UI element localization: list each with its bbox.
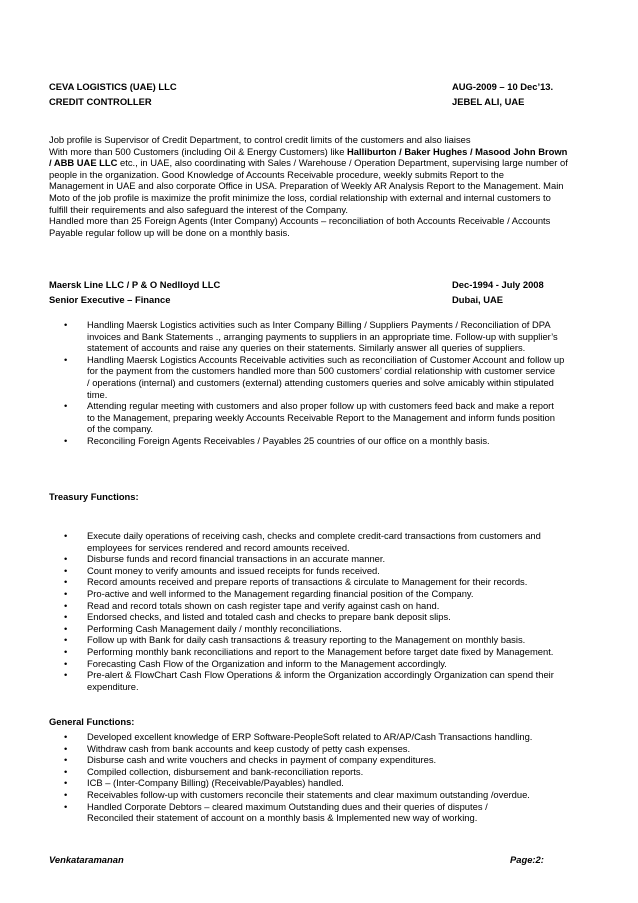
bullet-icon: • <box>64 669 68 681</box>
list-item: • Count money to verify amounts and issued receipts for funds received. <box>64 564 380 576</box>
bullet-icon: • <box>64 353 68 365</box>
bullet-icon: • <box>64 587 68 599</box>
list-item: • Read and record totals shown on cash register tape and verify against cash on hand. <box>64 599 440 611</box>
list-item: • Developed excellent knowledge of ERP Software-PeopleSoft related to AR/AP/Cash Transactions handling. <box>64 731 533 742</box>
ceva-dates: AUG-2009 – 10 Dec’13. <box>452 81 554 92</box>
list-item: • Compiled collection, disbursement and bank-reconciliation reports. <box>64 765 364 777</box>
bullet-icon: • <box>64 530 68 541</box>
list-item: • Reconciling Foreign Agents Receivables / Payables 25 countries of our office on a monthly basis. <box>64 434 490 446</box>
bullet-icon: • <box>64 777 68 789</box>
bullet-icon: • <box>64 576 68 588</box>
bullet-icon: • <box>64 731 68 742</box>
maersk-duties-list <box>60 319 595 447</box>
ceva-description: Job profile is Supervisor of Credit Department, to control credit limits of the customers and also liaises With more than 500 Customers (including Oil & Energy Customers) like Halliburton / Baker Hughes / Masood John Brown / ABB UAE LLC etc., in UAE, also coordinating with Sales / Warehouse / Operation Department, supervising large number of people in the organization. Good Knowledge of Accounts Receivable procedure, weekly submits Report to the Management in UAE and also corporate Office in USA. Preparation of Weekly AR Analysis Report to the Management. Main Moto of the job profile is maximize the profit minimize the loss, cordial relationship with external and internal customers to fulfill their requirements and also safeguard the interest of the Company. Handled more than 25 Foreign Agents (Inter Company) Accounts – reconciliation of both Accounts Receivable / Accounts Payable regular follow up will be done on a monthly basis. <box>49 134 568 238</box>
list-item: • Handling Maersk Logistics activities such as Inter Company Billing / Suppliers Payments / Reconciliation of DPA invoices and Bank Statements ., arranging payments to suppliers in an appropriate time. Follow-up with supplier’s statement of accounts and raise any queries on their statements. Similarly answer all queries of suppliers. <box>64 319 558 354</box>
bullet-icon: • <box>64 434 68 446</box>
list-item: • Performing monthly bank reconciliations and report to the Management before target date fixed by Management. <box>64 645 554 657</box>
bullet-icon: • <box>64 400 68 412</box>
list-item: • Pro-active and well informed to the Management regarding financial position of the Company. <box>64 587 474 599</box>
bullet-icon: • <box>64 634 68 646</box>
bullet-icon: • <box>64 553 68 565</box>
general-heading: General Functions: <box>49 716 135 727</box>
maersk-title: Senior Executive – Finance <box>49 294 171 305</box>
list-item: • Endorsed checks, and listed and totaled cash and checks to prepare bank deposit slips. <box>64 611 451 623</box>
maersk-location: Dubai, UAE <box>452 294 504 305</box>
treasury-heading: Treasury Functions: <box>49 491 139 502</box>
ceva-title: CREDIT CONTROLLER <box>49 96 152 107</box>
bullet-icon: • <box>64 564 68 576</box>
bullet-icon: • <box>64 599 68 611</box>
list-item: • Withdraw cash from bank accounts and keep custody of petty cash expenses. <box>64 742 411 754</box>
bullet-icon: • <box>64 754 68 766</box>
bullet-icon: • <box>64 319 68 330</box>
list-item: • Performing Cash Management daily / monthly reconciliations. <box>64 622 342 634</box>
bullet-icon: • <box>64 622 68 634</box>
list-item: • Disburse funds and record financial transactions in an accurate manner. <box>64 553 386 565</box>
list-item: • Follow up with Bank for daily cash transactions & treasury reporting to the Management on monthly basis. <box>64 634 526 646</box>
list-item: • Receivables follow-up with customers reconcile their statements and clear maximum outstanding /overdue. <box>64 788 530 800</box>
list-item: • Handling Maersk Logistics Accounts Receivable activities such as reconciliation of Customer Account and follow up for the payment from the customers handled more than 500 customers’ cordial relationship with customer service / operations (internal) and customers (external) attending customers queries and solve amicably within stipulated time. <box>64 353 565 400</box>
bullet-icon: • <box>64 645 68 657</box>
maersk-company: Maersk Line LLC / P & O Nedlloyd LLC <box>49 279 221 290</box>
maersk-dates: Dec-1994 - July 2008 <box>452 279 544 290</box>
bullet-icon: • <box>64 611 68 623</box>
list-item: • ICB – (Inter-Company Billing) (Receivable/Payables) handled. <box>64 777 344 789</box>
list-item: • Forecasting Cash Flow of the Organization and inform to the Management accordingly. <box>64 657 447 669</box>
list-item: • Handled Corporate Debtors – cleared maximum Outstanding dues and their queries of disputes / Reconciled their statement of account on a monthly basis & Implemented new way of working. <box>64 800 488 824</box>
ceva-company: CEVA LOGISTICS (UAE) LLC <box>49 81 177 92</box>
bullet-icon: • <box>64 800 68 812</box>
general-list <box>60 731 595 824</box>
bullet-icon: • <box>64 788 68 800</box>
treasury-list <box>60 530 595 692</box>
list-item: • Execute daily operations of receiving cash, checks and complete credit-card transactions from customers and employees for services rendered and record amounts received. <box>64 530 541 553</box>
bullet-icon: • <box>64 742 68 754</box>
list-item: • Attending regular meeting with customers and also proper follow up with customers feed back and make a report to the Management, preparing weekly Accounts Receivable Report to the Management and inform funds position of the company. <box>64 400 555 435</box>
list-item: • Disburse cash and write vouchers and checks in payment of company expenditures. <box>64 754 437 766</box>
list-item: • Pre-alert & FlowChart Cash Flow Operations & inform the Organization accordingly Organization can spend their expenditure. <box>64 669 554 692</box>
footer-name: Venkataramanan <box>49 854 124 865</box>
bullet-icon: • <box>64 765 68 777</box>
list-item: • Record amounts received and prepare reports of transactions & circulate to Management for their records. <box>64 576 528 588</box>
footer-page-number: Page:2: <box>510 854 544 865</box>
ceva-location: JEBEL ALI, UAE <box>452 96 525 107</box>
bullet-icon: • <box>64 657 68 669</box>
